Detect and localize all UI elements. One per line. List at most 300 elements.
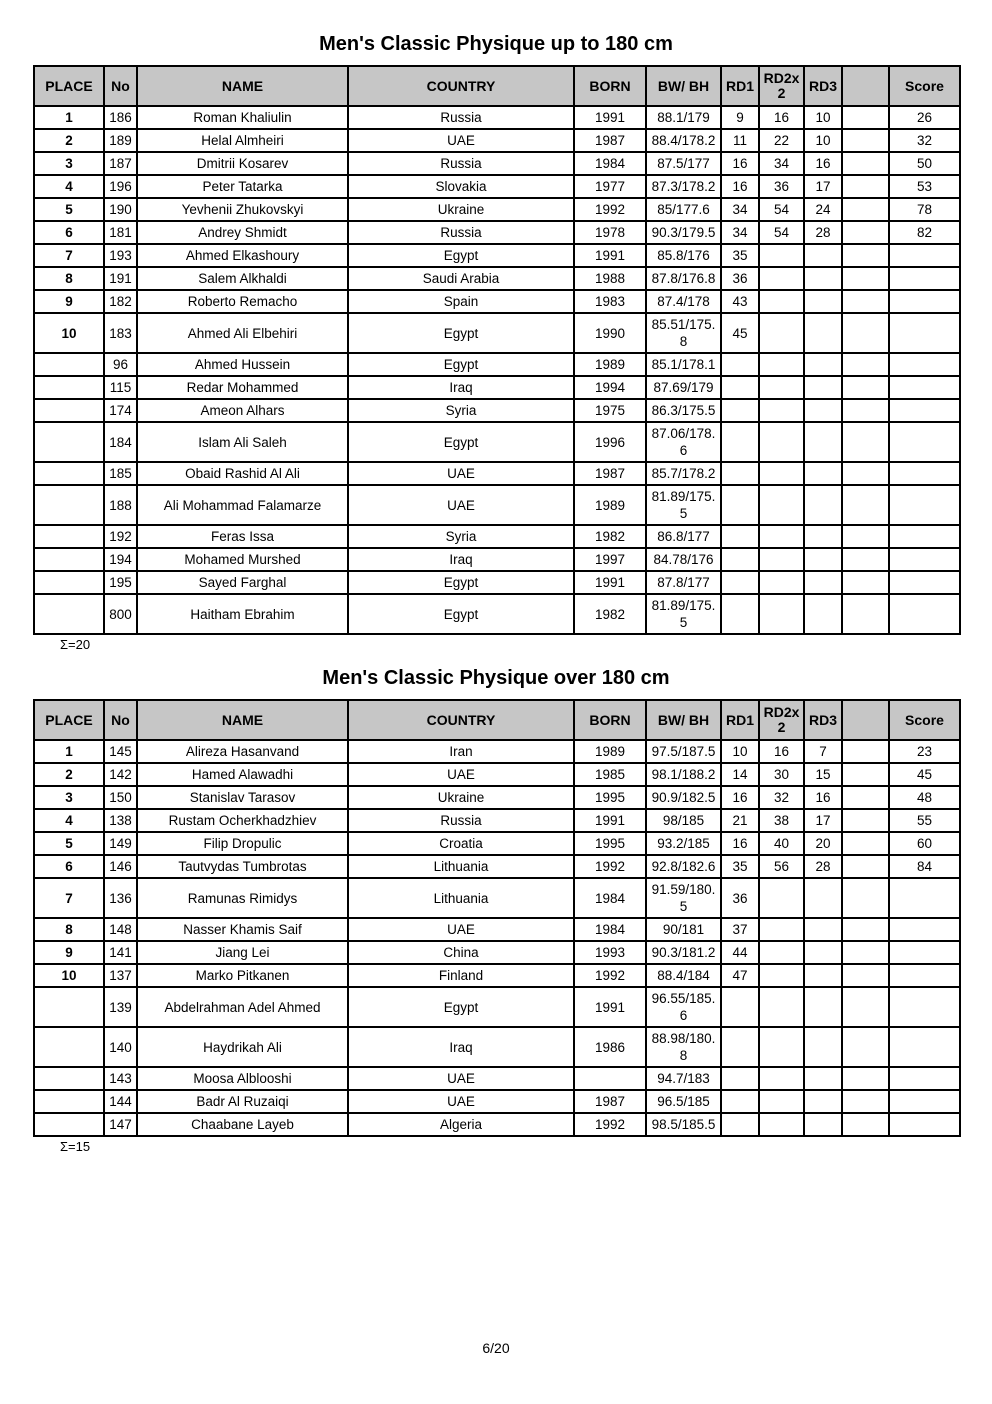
place-cell: 7	[34, 878, 104, 918]
rd3-cell	[804, 485, 842, 525]
rd1-cell: 21	[721, 809, 759, 832]
name-cell: Roman Khaliulin	[137, 106, 348, 129]
bwbh-cell: 87.69/179	[646, 376, 721, 399]
place-cell	[34, 399, 104, 422]
blank-cell	[842, 290, 889, 313]
bwbh-cell: 81.89/175.5	[646, 485, 721, 525]
rd2x2-cell	[759, 571, 804, 594]
column-header-bw-bh: BW/ BH	[646, 700, 721, 740]
column-header-bw-bh: BW/ BH	[646, 66, 721, 106]
no-cell: 193	[104, 244, 137, 267]
score-cell	[889, 548, 960, 571]
name-cell: Ramunas Rimidys	[137, 878, 348, 918]
country-cell: Ukraine	[348, 198, 574, 221]
rd1-cell	[721, 1067, 759, 1090]
score-cell	[889, 1067, 960, 1090]
blank-cell	[842, 855, 889, 878]
no-cell: 181	[104, 221, 137, 244]
bwbh-cell: 90/181	[646, 918, 721, 941]
column-header-born: BORN	[574, 700, 646, 740]
rd2x2-cell	[759, 462, 804, 485]
no-cell: 141	[104, 941, 137, 964]
born-cell: 1987	[574, 129, 646, 152]
born-cell: 1977	[574, 175, 646, 198]
name-cell: Yevhenii Zhukovskyi	[137, 198, 348, 221]
rd3-cell: 17	[804, 175, 842, 198]
no-cell: 196	[104, 175, 137, 198]
rd1-cell	[721, 376, 759, 399]
country-cell: Syria	[348, 525, 574, 548]
bwbh-cell: 92.8/182.6	[646, 855, 721, 878]
country-cell: UAE	[348, 763, 574, 786]
bwbh-cell: 85.7/178.2	[646, 462, 721, 485]
bwbh-cell: 90.3/181.2	[646, 941, 721, 964]
score-cell: 55	[889, 809, 960, 832]
place-cell: 2	[34, 129, 104, 152]
rd1-cell: 45	[721, 313, 759, 353]
rd3-cell	[804, 399, 842, 422]
table-title-up-to-180: Men's Classic Physique up to 180 cm	[319, 33, 673, 55]
rd2x2-cell	[759, 918, 804, 941]
score-cell	[889, 571, 960, 594]
rd2x2-cell	[759, 987, 804, 1027]
column-header-rd2x2: RD2x2	[759, 700, 804, 740]
rd3-cell: 28	[804, 855, 842, 878]
place-cell	[34, 1067, 104, 1090]
place-cell: 5	[34, 198, 104, 221]
born-cell: 1982	[574, 525, 646, 548]
place-cell: 10	[34, 313, 104, 353]
place-cell: 3	[34, 786, 104, 809]
score-cell: 78	[889, 198, 960, 221]
rd3-cell	[804, 964, 842, 987]
rd2x2-cell: 36	[759, 175, 804, 198]
born-cell	[574, 1067, 646, 1090]
rd2x2-cell	[759, 1027, 804, 1067]
score-cell	[889, 422, 960, 462]
bwbh-cell: 86.8/177	[646, 525, 721, 548]
score-cell: 82	[889, 221, 960, 244]
table-row	[34, 244, 960, 267]
country-cell: Egypt	[348, 244, 574, 267]
table-row	[34, 525, 960, 548]
blank-cell	[842, 763, 889, 786]
born-cell: 1991	[574, 106, 646, 129]
table-title-over-180: Men's Classic Physique over 180 cm	[322, 667, 670, 689]
born-cell: 1984	[574, 878, 646, 918]
place-cell	[34, 987, 104, 1027]
born-cell: 1992	[574, 964, 646, 987]
rd2x2-cell: 34	[759, 152, 804, 175]
bwbh-cell: 86.3/175.5	[646, 399, 721, 422]
no-cell: 195	[104, 571, 137, 594]
country-cell: Russia	[348, 106, 574, 129]
born-cell: 1991	[574, 987, 646, 1027]
name-cell: Marko Pitkanen	[137, 964, 348, 987]
rd1-cell: 10	[721, 740, 759, 763]
bwbh-cell: 96.55/185.6	[646, 987, 721, 1027]
country-cell: UAE	[348, 1067, 574, 1090]
rd3-cell	[804, 918, 842, 941]
blank-cell	[842, 152, 889, 175]
blank-cell	[842, 485, 889, 525]
country-cell: Iran	[348, 740, 574, 763]
table-row	[34, 548, 960, 571]
country-cell: Syria	[348, 399, 574, 422]
bwbh-cell: 84.78/176	[646, 548, 721, 571]
country-cell: Russia	[348, 221, 574, 244]
rd3-cell: 24	[804, 198, 842, 221]
score-cell	[889, 1027, 960, 1067]
rd1-cell	[721, 422, 759, 462]
table-row	[34, 594, 960, 634]
born-cell: 1975	[574, 399, 646, 422]
country-cell: Egypt	[348, 987, 574, 1027]
name-cell: Sayed Farghal	[137, 571, 348, 594]
rd3-cell	[804, 1090, 842, 1113]
bwbh-cell: 94.7/183	[646, 1067, 721, 1090]
column-header-rd1: RD1	[721, 66, 759, 106]
competitor-count-label: Σ=20	[60, 637, 91, 652]
blank-cell	[842, 1113, 889, 1136]
bwbh-cell: 88.4/178.2	[646, 129, 721, 152]
born-cell: 1978	[574, 221, 646, 244]
place-cell	[34, 1027, 104, 1067]
born-cell: 1992	[574, 1113, 646, 1136]
blank-cell	[842, 594, 889, 634]
table-row	[34, 485, 960, 525]
rd1-cell: 35	[721, 855, 759, 878]
rd2x2-cell: 38	[759, 809, 804, 832]
blank-cell	[842, 198, 889, 221]
table-row	[34, 941, 960, 964]
born-cell: 1989	[574, 740, 646, 763]
born-cell: 1982	[574, 594, 646, 634]
rd1-cell: 36	[721, 878, 759, 918]
blank-cell	[842, 941, 889, 964]
score-cell	[889, 1113, 960, 1136]
table-row	[34, 1027, 960, 1067]
table-row	[34, 855, 960, 878]
place-cell	[34, 525, 104, 548]
country-cell: Finland	[348, 964, 574, 987]
place-cell	[34, 485, 104, 525]
table-row	[34, 571, 960, 594]
rd2x2-cell	[759, 244, 804, 267]
score-cell: 23	[889, 740, 960, 763]
rd1-cell: 47	[721, 964, 759, 987]
results-table-up-to-180	[33, 65, 961, 635]
born-cell: 1991	[574, 244, 646, 267]
born-cell: 1989	[574, 485, 646, 525]
blank-cell	[842, 525, 889, 548]
rd2x2-cell: 56	[759, 855, 804, 878]
table-row	[34, 809, 960, 832]
bwbh-cell: 98/185	[646, 809, 721, 832]
no-cell: 190	[104, 198, 137, 221]
blank-cell	[842, 313, 889, 353]
born-cell: 1985	[574, 763, 646, 786]
table-row	[34, 918, 960, 941]
bwbh-cell: 90.3/179.5	[646, 221, 721, 244]
rd1-cell	[721, 987, 759, 1027]
country-cell: Egypt	[348, 422, 574, 462]
place-cell: 4	[34, 175, 104, 198]
name-cell: Obaid Rashid Al Ali	[137, 462, 348, 485]
page-number: 6/20	[482, 1340, 510, 1356]
name-cell: Peter Tatarka	[137, 175, 348, 198]
name-cell: Jiang Lei	[137, 941, 348, 964]
name-cell: Alireza Hasanvand	[137, 740, 348, 763]
blank-cell	[842, 267, 889, 290]
bwbh-cell: 87.5/177	[646, 152, 721, 175]
rd3-cell	[804, 267, 842, 290]
blank-cell	[842, 129, 889, 152]
rd1-cell: 11	[721, 129, 759, 152]
rd3-cell	[804, 1113, 842, 1136]
no-cell: 147	[104, 1113, 137, 1136]
bwbh-cell: 98.1/188.2	[646, 763, 721, 786]
place-cell: 7	[34, 244, 104, 267]
rd3-cell	[804, 422, 842, 462]
score-cell: 84	[889, 855, 960, 878]
rd2x2-cell	[759, 353, 804, 376]
rd3-cell	[804, 941, 842, 964]
score-cell: 60	[889, 832, 960, 855]
rd3-cell: 10	[804, 106, 842, 129]
rd2x2-cell	[759, 1067, 804, 1090]
blank-cell	[842, 376, 889, 399]
born-cell: 1990	[574, 313, 646, 353]
place-cell	[34, 462, 104, 485]
table-row	[34, 106, 960, 129]
rd3-cell	[804, 548, 842, 571]
rd1-cell: 9	[721, 106, 759, 129]
country-cell: Saudi Arabia	[348, 267, 574, 290]
blank-cell	[842, 964, 889, 987]
blank-cell	[842, 809, 889, 832]
bwbh-cell: 81.89/175.5	[646, 594, 721, 634]
place-cell: 8	[34, 918, 104, 941]
rd3-cell	[804, 878, 842, 918]
place-cell: 2	[34, 763, 104, 786]
country-cell: Lithuania	[348, 878, 574, 918]
table-row	[34, 878, 960, 918]
name-cell: Islam Ali Saleh	[137, 422, 348, 462]
bwbh-cell: 88.98/180.8	[646, 1027, 721, 1067]
name-cell: Nasser Khamis Saif	[137, 918, 348, 941]
name-cell: Ameon Alhars	[137, 399, 348, 422]
name-cell: Haydrikah Ali	[137, 1027, 348, 1067]
name-cell: Tautvydas Tumbrotas	[137, 855, 348, 878]
table-row	[34, 221, 960, 244]
name-cell: Ali Mohammad Falamarze	[137, 485, 348, 525]
rd2x2-cell	[759, 1113, 804, 1136]
table-row	[34, 198, 960, 221]
no-cell: 186	[104, 106, 137, 129]
rd1-cell	[721, 1027, 759, 1067]
rd1-cell: 16	[721, 152, 759, 175]
rd1-cell: 36	[721, 267, 759, 290]
score-cell	[889, 594, 960, 634]
column-header-name: NAME	[137, 700, 348, 740]
place-cell: 9	[34, 290, 104, 313]
no-cell: 142	[104, 763, 137, 786]
country-cell: Iraq	[348, 376, 574, 399]
born-cell: 1992	[574, 855, 646, 878]
no-cell: 139	[104, 987, 137, 1027]
table-row	[34, 353, 960, 376]
column-header-born: BORN	[574, 66, 646, 106]
place-cell: 1	[34, 106, 104, 129]
rd1-cell: 16	[721, 175, 759, 198]
blank-cell	[842, 1090, 889, 1113]
rd1-cell	[721, 525, 759, 548]
no-cell: 148	[104, 918, 137, 941]
table-row	[34, 175, 960, 198]
table-row	[34, 129, 960, 152]
blank-cell	[842, 422, 889, 462]
name-cell: Salem Alkhaldi	[137, 267, 348, 290]
no-cell: 183	[104, 313, 137, 353]
table-row	[34, 462, 960, 485]
rd1-cell: 14	[721, 763, 759, 786]
blank-cell	[842, 399, 889, 422]
country-cell: Croatia	[348, 832, 574, 855]
born-cell: 1993	[574, 941, 646, 964]
blank-cell	[842, 1067, 889, 1090]
place-cell	[34, 422, 104, 462]
no-cell: 800	[104, 594, 137, 634]
table-row	[34, 964, 960, 987]
name-cell: Moosa Alblooshi	[137, 1067, 348, 1090]
bwbh-cell: 85/177.6	[646, 198, 721, 221]
score-cell	[889, 964, 960, 987]
no-cell: 184	[104, 422, 137, 462]
no-cell: 182	[104, 290, 137, 313]
no-cell: 187	[104, 152, 137, 175]
rd3-cell: 16	[804, 786, 842, 809]
column-header-rd3: RD3	[804, 700, 842, 740]
name-cell: Abdelrahman Adel Ahmed	[137, 987, 348, 1027]
rd2x2-cell	[759, 594, 804, 634]
column-header-rd1: RD1	[721, 700, 759, 740]
column-header-score: Score	[889, 66, 960, 106]
rd1-cell: 44	[721, 941, 759, 964]
rd3-cell: 15	[804, 763, 842, 786]
rd3-cell	[804, 1067, 842, 1090]
rd2x2-cell	[759, 399, 804, 422]
bwbh-cell: 87.8/176.8	[646, 267, 721, 290]
born-cell: 1988	[574, 267, 646, 290]
place-cell	[34, 1090, 104, 1113]
bwbh-cell: 85.51/175.8	[646, 313, 721, 353]
place-cell: 1	[34, 740, 104, 763]
name-cell: Badr Al Ruzaiqi	[137, 1090, 348, 1113]
blank-cell	[842, 1027, 889, 1067]
rd2x2-cell: 30	[759, 763, 804, 786]
rd3-cell	[804, 244, 842, 267]
country-cell: Lithuania	[348, 855, 574, 878]
rd2x2-cell: 32	[759, 786, 804, 809]
rd1-cell	[721, 353, 759, 376]
score-cell	[889, 267, 960, 290]
born-cell: 1984	[574, 152, 646, 175]
name-cell: Helal Almheiri	[137, 129, 348, 152]
place-cell: 8	[34, 267, 104, 290]
rd1-cell	[721, 571, 759, 594]
country-cell: Slovakia	[348, 175, 574, 198]
score-cell	[889, 918, 960, 941]
born-cell: 1995	[574, 832, 646, 855]
bwbh-cell: 87.4/178	[646, 290, 721, 313]
country-cell: Egypt	[348, 313, 574, 353]
bwbh-cell: 87.06/178.6	[646, 422, 721, 462]
name-cell: Filip Dropulic	[137, 832, 348, 855]
rd2x2-cell	[759, 290, 804, 313]
country-cell: Russia	[348, 152, 574, 175]
no-cell: 140	[104, 1027, 137, 1067]
name-cell: Haitham Ebrahim	[137, 594, 348, 634]
country-cell: Iraq	[348, 1027, 574, 1067]
table-row	[34, 399, 960, 422]
name-cell: Ahmed Ali Elbehiri	[137, 313, 348, 353]
rd1-cell	[721, 1113, 759, 1136]
rd1-cell	[721, 399, 759, 422]
header-row	[34, 700, 960, 740]
rd2x2-cell	[759, 313, 804, 353]
bwbh-cell: 96.5/185	[646, 1090, 721, 1113]
column-header-blank	[842, 700, 889, 740]
rd3-cell	[804, 290, 842, 313]
bwbh-cell: 85.8/176	[646, 244, 721, 267]
results-table-over-180	[33, 699, 961, 1137]
rd3-cell: 10	[804, 129, 842, 152]
rd3-cell	[804, 525, 842, 548]
score-cell: 45	[889, 763, 960, 786]
score-cell	[889, 987, 960, 1027]
place-cell: 4	[34, 809, 104, 832]
rd2x2-cell	[759, 964, 804, 987]
table-row	[34, 290, 960, 313]
country-cell: China	[348, 941, 574, 964]
no-cell: 137	[104, 964, 137, 987]
no-cell: 192	[104, 525, 137, 548]
rd1-cell: 34	[721, 221, 759, 244]
place-cell: 10	[34, 964, 104, 987]
table-row	[34, 152, 960, 175]
score-cell	[889, 1090, 960, 1113]
name-cell: Hamed Alawadhi	[137, 763, 348, 786]
rd2x2-cell	[759, 525, 804, 548]
rd3-cell	[804, 353, 842, 376]
blank-cell	[842, 244, 889, 267]
place-cell	[34, 594, 104, 634]
rd3-cell	[804, 571, 842, 594]
bwbh-cell: 91.59/180.5	[646, 878, 721, 918]
column-header-country: COUNTRY	[348, 66, 574, 106]
blank-cell	[842, 175, 889, 198]
rd2x2-cell: 16	[759, 740, 804, 763]
bwbh-cell: 85.1/178.1	[646, 353, 721, 376]
born-cell: 1997	[574, 548, 646, 571]
rd2x2-cell	[759, 376, 804, 399]
column-header-rd2x2: RD2x2	[759, 66, 804, 106]
born-cell: 1983	[574, 290, 646, 313]
score-cell: 50	[889, 152, 960, 175]
rd1-cell: 37	[721, 918, 759, 941]
name-cell: Stanislav Tarasov	[137, 786, 348, 809]
